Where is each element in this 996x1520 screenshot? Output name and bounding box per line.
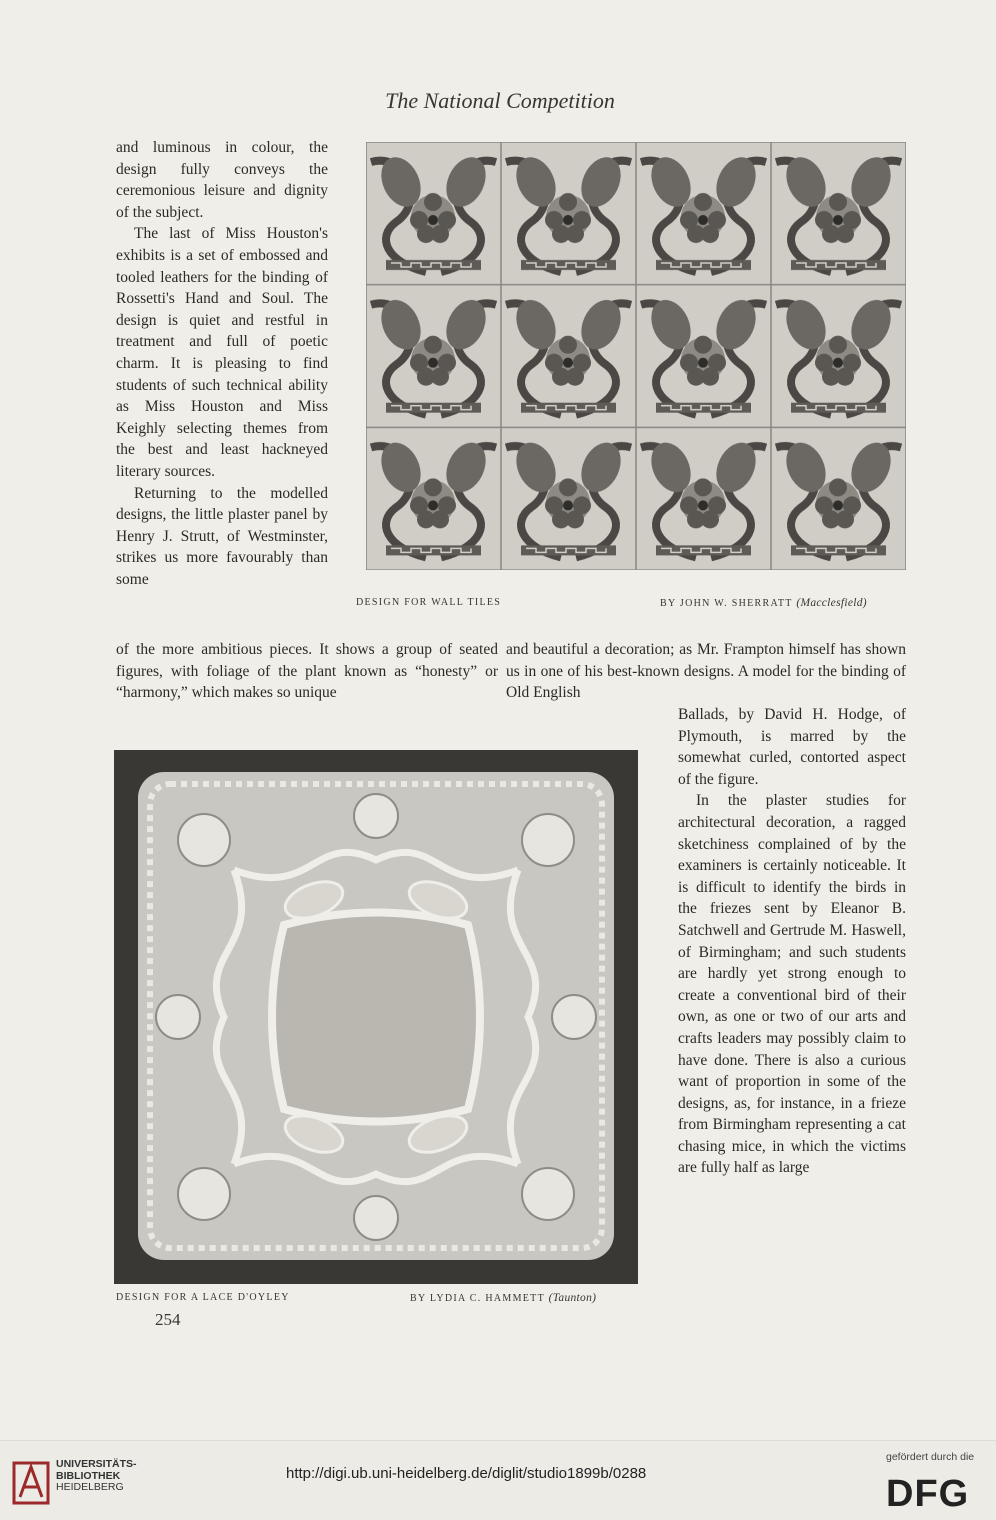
library-name [56,1459,137,1494]
lace-image [114,750,638,1284]
tiles-caption-title: DESIGN FOR WALL TILES [356,597,502,608]
tiles-caption-credit [660,597,867,609]
bottom-left-text [116,639,498,704]
right-column [678,704,906,1179]
library-logo-icon [12,1457,50,1507]
bottom-right-text [506,639,906,704]
digitization-footer [0,1440,996,1520]
paragraph: and luminous in colour, the design fully conveys the ceremonious leisure and dignity of the subject. [116,139,328,221]
dfg-logo: DFG [886,1473,970,1515]
library-line: HEIDELBERG [56,1481,124,1493]
page-number: 254 [155,1310,181,1329]
paragraph: Returning to the modelled designs, the little plaster panel by Henry J. Strutt, of Westminster, strikes us more favourably than some [116,484,328,588]
paragraph: of the more ambitious pieces. It shows a group of seated figures, with foliage of the plant known as “honesty” or “harmony,” which makes so unique [116,641,498,702]
library-line: UNIVERSITÄTS- [56,1458,137,1470]
tile-pattern-image [366,142,906,570]
tiles-caption-artist: BY JOHN W. SHERRATT [660,598,793,609]
running-head: The National Competition [385,88,615,113]
lace-caption-artist: BY LYDIA C. HAMMETT [410,1293,545,1304]
lace-doyley-illustration [114,750,638,1284]
lace-caption-credit [410,1292,596,1304]
library-line: BIBLIOTHEK [56,1469,121,1482]
paragraph: The last of Miss Houston's exhibits is a set of embossed and tooled leathers for the binding of Rossetti's Hand and Soul. The design is quiet and restful in treatment and full of poetic charm. It is pleasing to find students of such technical ability as Miss Houston and Miss Keighly selecting themes from the best and least hackneyed literary sources. [116,225,328,480]
lace-caption-place: (Taunton) [548,1292,597,1304]
paragraph: and beautiful a decoration; as Mr. Frampton himself has shown us in one of his best-known designs. A model for the binding of Old English [506,641,906,702]
permalink-url[interactable]: http://digi.ub.uni-heidelberg.de/diglit/studio1899b/0288 [286,1465,647,1482]
lace-caption-title: DESIGN FOR A LACE D'OYLEY [116,1292,290,1303]
wall-tiles-illustration [366,142,906,570]
tiles-caption-place: (Macclesfield) [796,597,867,609]
paragraph: Ballads, by David H. Hodge, of Plymouth, is marred by the somewhat curled, contorted aspect of the figure. [678,706,906,788]
paragraph: In the plaster studies for architectural decoration, a ragged sketchiness complained of by the examiners is certainly noticeable. It is difficult to identify the birds in the friezes sent by Eleanor B. Satchwell and Gertrude M. Haswell, of Birmingham; and such students are hardly yet strong enough to create a conventional bird of their own, as one or two of our arts and crafts leaders may possibly claim to have done. There is also a curious want of proportion in some of the designs, as, for instance, in a frieze from Birmingham representing a cat chasing mice, in which the victims are fully half as large [678,792,906,1177]
left-column [116,137,328,590]
funding-note: gefördert durch die [886,1451,975,1463]
